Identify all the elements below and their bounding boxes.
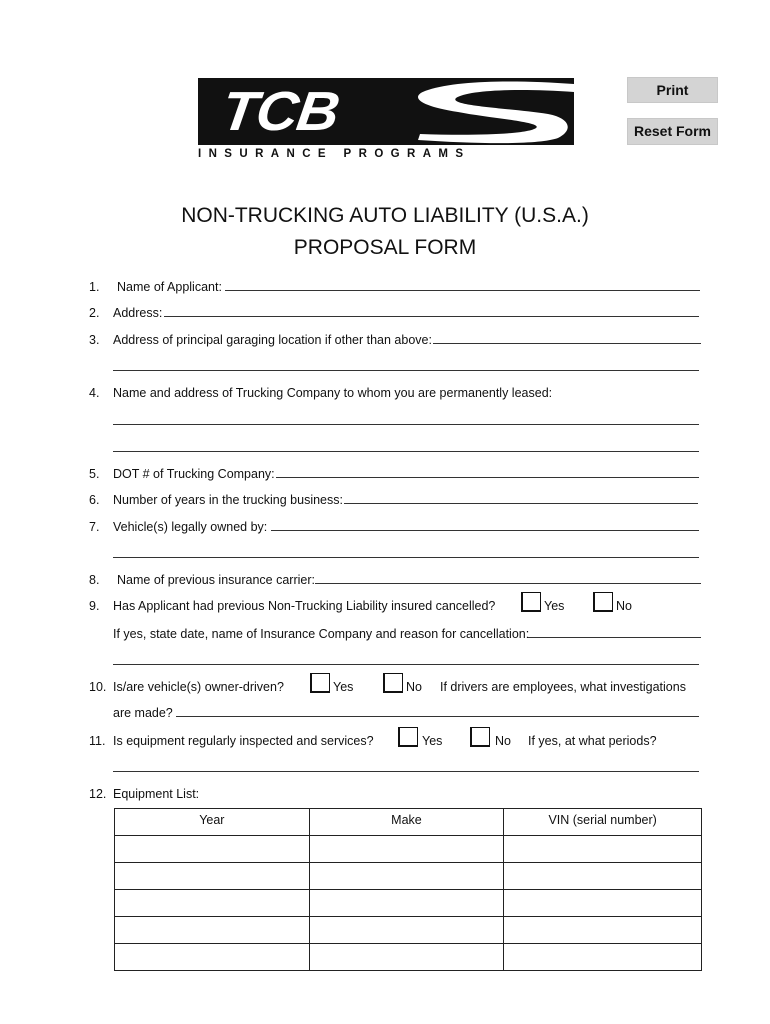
applicant-name-field[interactable] xyxy=(226,277,698,291)
logo-banner xyxy=(198,78,574,145)
table-cell xyxy=(115,944,310,971)
q1-number: 1. xyxy=(89,280,100,294)
table-cell xyxy=(309,890,504,917)
q8-label: Name of previous insurance carrier: xyxy=(117,573,315,587)
trucking-company-field-2[interactable] xyxy=(114,438,698,452)
table-header-row xyxy=(115,809,702,836)
table-row xyxy=(115,863,702,890)
table-row xyxy=(115,917,702,944)
tcb-logo xyxy=(198,78,574,161)
cancellation-details-field[interactable] xyxy=(529,624,699,638)
table-cell xyxy=(504,890,702,917)
q10-number: 10. xyxy=(89,680,107,694)
vin-input[interactable] xyxy=(504,836,705,862)
q9-yes-checkbox[interactable] xyxy=(521,592,541,612)
q5-number: 5. xyxy=(89,467,100,481)
q10-yes-label: Yes xyxy=(333,680,354,694)
vin-input[interactable] xyxy=(504,890,705,916)
q5-label: DOT # of Trucking Company: xyxy=(113,467,275,481)
q10-followup-label: If drivers are employees, what investigations xyxy=(440,680,686,694)
q10-yes-checkbox[interactable] xyxy=(310,673,330,693)
q10-followup-label-2: are made? xyxy=(113,706,173,720)
table-row xyxy=(115,944,702,971)
table-cell xyxy=(504,944,702,971)
q11-no-checkbox[interactable] xyxy=(470,727,490,747)
year-input[interactable] xyxy=(115,944,313,970)
q9-followup-label: If yes, state date, name of Insurance Company and reason for cancellation: xyxy=(113,627,530,641)
q8-number: 8. xyxy=(89,573,100,587)
table-cell xyxy=(504,836,702,863)
q9-label: Has Applicant had previous Non-Trucking Liability insured cancelled? xyxy=(113,599,496,613)
address-field[interactable] xyxy=(165,303,697,317)
make-input[interactable] xyxy=(310,836,508,862)
driver-investigations-field[interactable] xyxy=(177,703,697,717)
q2-number: 2. xyxy=(89,306,100,320)
years-in-business-field[interactable] xyxy=(345,490,696,504)
q12-number: 12. xyxy=(89,787,107,801)
q3-number: 3. xyxy=(89,333,100,347)
q7-number: 7. xyxy=(89,520,100,534)
table-cell xyxy=(504,917,702,944)
year-input[interactable] xyxy=(115,917,313,943)
table-cell xyxy=(115,863,310,890)
make-input[interactable] xyxy=(310,863,508,889)
column-header-vin: VIN (serial number) xyxy=(504,809,702,836)
q10-no-checkbox[interactable] xyxy=(383,673,403,693)
q2-label: Address: xyxy=(113,306,163,320)
q11-yes-checkbox[interactable] xyxy=(398,727,418,747)
reset-form-button[interactable]: Reset Form xyxy=(627,118,718,145)
q9-no-label: No xyxy=(616,599,632,613)
table-cell xyxy=(115,917,310,944)
q4-label: Name and address of Trucking Company to whom you are permanently leased: xyxy=(113,386,553,400)
q6-number: 6. xyxy=(89,493,100,507)
vehicle-owner-field[interactable] xyxy=(272,517,697,531)
vin-input[interactable] xyxy=(504,863,705,889)
q12-label: Equipment List: xyxy=(113,787,200,801)
q11-followup-label: If yes, at what periods? xyxy=(528,734,657,748)
garaging-address-field[interactable] xyxy=(434,330,699,344)
make-input[interactable] xyxy=(310,944,508,970)
q10-label: Is/are vehicle(s) owner-driven? xyxy=(113,680,284,694)
year-input[interactable] xyxy=(115,863,313,889)
make-input[interactable] xyxy=(310,917,508,943)
inspection-periods-field[interactable] xyxy=(114,758,698,772)
logo-brand-text: TCB xyxy=(217,80,343,143)
table-cell xyxy=(309,836,504,863)
dot-number-field[interactable] xyxy=(277,464,697,478)
vehicle-owner-field-2[interactable] xyxy=(114,544,698,558)
q11-yes-label: Yes xyxy=(422,734,443,748)
vin-input[interactable] xyxy=(504,944,705,970)
year-input[interactable] xyxy=(115,836,313,862)
q4-number: 4. xyxy=(89,386,100,400)
vin-input[interactable] xyxy=(504,917,705,943)
q3-label: Address of principal garaging location if other than above: xyxy=(113,333,432,347)
previous-carrier-field[interactable] xyxy=(316,570,699,584)
print-button[interactable]: Print xyxy=(627,77,718,103)
column-header-make: Make xyxy=(309,809,504,836)
q9-yes-label: Yes xyxy=(544,599,565,613)
q9-number: 9. xyxy=(89,599,100,613)
logo-subtitle: INSURANCE PROGRAMS xyxy=(198,148,471,160)
equipment-list-table xyxy=(114,808,702,971)
table-row xyxy=(115,890,702,917)
garaging-address-field-2[interactable] xyxy=(114,357,698,371)
trucking-company-field-1[interactable] xyxy=(114,411,698,425)
form-title-line1: NON-TRUCKING AUTO LIABILITY (U.S.A.) xyxy=(181,204,589,227)
table-cell xyxy=(115,836,310,863)
cancellation-details-field-2[interactable] xyxy=(114,651,698,665)
swoosh-icon xyxy=(398,78,574,145)
table-cell xyxy=(309,917,504,944)
q7-label: Vehicle(s) legally owned by: xyxy=(113,520,268,534)
table-cell xyxy=(309,863,504,890)
column-header-year: Year xyxy=(115,809,310,836)
year-input[interactable] xyxy=(115,890,313,916)
q1-label: Name of Applicant: xyxy=(117,280,222,294)
q11-label: Is equipment regularly inspected and services? xyxy=(113,734,374,748)
form-title-line2: PROPOSAL FORM xyxy=(293,236,477,259)
q6-label: Number of years in the trucking business: xyxy=(113,493,343,507)
make-input[interactable] xyxy=(310,890,508,916)
table-cell xyxy=(115,890,310,917)
q11-number: 11. xyxy=(89,734,106,748)
q9-no-checkbox[interactable] xyxy=(593,592,613,612)
table-row xyxy=(115,836,702,863)
table-cell xyxy=(309,944,504,971)
q10-no-label: No xyxy=(406,680,422,694)
q11-no-label: No xyxy=(495,734,511,748)
table-cell xyxy=(504,863,702,890)
